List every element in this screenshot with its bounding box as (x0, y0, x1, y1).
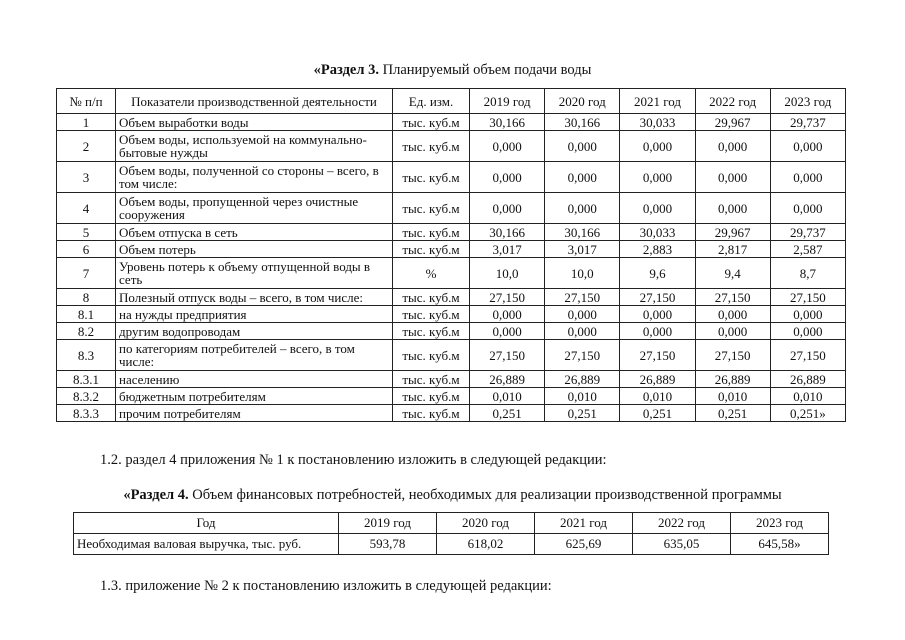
header-unit: Ед. изм. (393, 89, 470, 114)
table-row (57, 340, 846, 371)
row-value-2022: 26,889 (695, 371, 770, 388)
row-number: 8.3.1 (57, 371, 116, 388)
row-unit: тыс. куб.м (393, 306, 470, 323)
row-value-2022: 0,251 (695, 405, 770, 422)
row-value-2020: 0,010 (545, 388, 620, 405)
row-indicator: Объем отпуска в сеть (116, 224, 393, 241)
row-value-2019: 0,000 (470, 306, 545, 323)
table-row (57, 114, 846, 131)
row-value-2020: 30,166 (545, 224, 620, 241)
row-value-2022: 9,4 (695, 258, 770, 289)
row-number: 8.3.2 (57, 388, 116, 405)
row-value-2023: 27,150 (770, 289, 845, 306)
table-row (57, 193, 846, 224)
table-row (57, 405, 846, 422)
row-number: 4 (57, 193, 116, 224)
paragraph-1-3: 1.3. приложение № 2 к постановлению изложить в следующей редакции: (100, 578, 552, 594)
row-value-2023: 29,737 (770, 114, 845, 131)
row-value-2022: 27,150 (695, 289, 770, 306)
row-unit: % (393, 258, 470, 289)
row-value-2022: 29,967 (695, 114, 770, 131)
row-indicator: бюджетным потребителям (116, 388, 393, 405)
row-number: 5 (57, 224, 116, 241)
table-row (57, 371, 846, 388)
row-value-2022: 0,010 (695, 388, 770, 405)
row-number: 7 (57, 258, 116, 289)
cell-2021: 625,69 (535, 534, 633, 555)
row-number: 8.3.3 (57, 405, 116, 422)
row-value-2019: 27,150 (470, 289, 545, 306)
row-value-2020: 0,000 (545, 131, 620, 162)
table-row (57, 241, 846, 258)
row-value-2021: 0,000 (620, 131, 695, 162)
row-value-2019: 30,166 (470, 114, 545, 131)
row-value-2021: 0,010 (620, 388, 695, 405)
row-value-2021: 9,6 (620, 258, 695, 289)
table-row (57, 323, 846, 340)
row-number: 1 (57, 114, 116, 131)
row-value-2021: 0,000 (620, 193, 695, 224)
cell-2022: 635,05 (633, 534, 731, 555)
header-num: № п/п (57, 89, 116, 114)
row-value-2023: 0,251» (770, 405, 845, 422)
row-value-2021: 0,251 (620, 405, 695, 422)
row-indicator: Объем выработки воды (116, 114, 393, 131)
row-indicator: Объем воды, пропущенной через очистные сооружения (116, 193, 393, 224)
cell-2019: 593,78 (339, 534, 437, 555)
row-value-2023: 0,000 (770, 193, 845, 224)
row-value-2020: 10,0 (545, 258, 620, 289)
row-value-2023: 8,7 (770, 258, 845, 289)
row-number: 8.2 (57, 323, 116, 340)
row-value-2019: 0,000 (470, 131, 545, 162)
row-value-2021: 0,000 (620, 323, 695, 340)
row-value-2019: 26,889 (470, 371, 545, 388)
row-value-2019: 0,000 (470, 193, 545, 224)
paragraph-1-2: 1.2. раздел 4 приложения № 1 к постановлению изложить в следующей редакции: (100, 452, 607, 468)
header-2020: 2020 год (545, 89, 620, 114)
row-indicator: по категориям потребителей – всего, в том числе: (116, 340, 393, 371)
row-value-2020: 0,000 (545, 162, 620, 193)
row-value-2022: 0,000 (695, 162, 770, 193)
row-value-2023: 0,000 (770, 131, 845, 162)
row-indicator: другим водопроводам (116, 323, 393, 340)
row-value-2022: 0,000 (695, 193, 770, 224)
water-supply-table (56, 88, 846, 422)
row-value-2020: 27,150 (545, 340, 620, 371)
table-row (57, 258, 846, 289)
row-value-2021: 27,150 (620, 289, 695, 306)
row-value-2019: 0,251 (470, 405, 545, 422)
header-2019: 2019 год (470, 89, 545, 114)
table-row (57, 289, 846, 306)
row-indicator: Уровень потерь к объему отпущенной воды в сеть (116, 258, 393, 289)
row-value-2022: 0,000 (695, 131, 770, 162)
header-year: Год (74, 513, 339, 534)
row-value-2023: 0,010 (770, 388, 845, 405)
row-indicator: Объем воды, полученной со стороны – всего, в том числе: (116, 162, 393, 193)
row-value-2020: 26,889 (545, 371, 620, 388)
row-value-2019: 27,150 (470, 340, 545, 371)
header-2021: 2021 год (535, 513, 633, 534)
row-indicator: прочим потребителям (116, 405, 393, 422)
header-indicator: Показатели производственной деятельности (116, 89, 393, 114)
cell-2020: 618,02 (437, 534, 535, 555)
row-unit: тыс. куб.м (393, 193, 470, 224)
row-indicator: Объем воды, используемой на коммунально-бытовые нужды (116, 131, 393, 162)
row-value-2019: 3,017 (470, 241, 545, 258)
row-value-2020: 0,251 (545, 405, 620, 422)
section-3-title-rest: Планируемый объем подачи воды (378, 62, 592, 78)
table-header-row (57, 89, 846, 114)
row-number: 3 (57, 162, 116, 193)
row-value-2023: 0,000 (770, 323, 845, 340)
section-4-title-rest: Объем финансовых потребностей, необходимых для реализации производственной программы (188, 487, 782, 503)
row-value-2021: 0,000 (620, 162, 695, 193)
row-value-2023: 29,737 (770, 224, 845, 241)
row-number: 8.3 (57, 340, 116, 371)
row-value-2022: 27,150 (695, 340, 770, 371)
row-value-2019: 0,010 (470, 388, 545, 405)
row-unit: тыс. куб.м (393, 323, 470, 340)
row-value-2020: 0,000 (545, 323, 620, 340)
row-number: 6 (57, 241, 116, 258)
row-indicator: Объем потерь (116, 241, 393, 258)
row-value-2022: 0,000 (695, 323, 770, 340)
row-value-2023: 27,150 (770, 340, 845, 371)
row-value-2023: 2,587 (770, 241, 845, 258)
row-value-2020: 3,017 (545, 241, 620, 258)
row-value-2022: 2,817 (695, 241, 770, 258)
row-number: 2 (57, 131, 116, 162)
table-row (57, 162, 846, 193)
row-unit: тыс. куб.м (393, 388, 470, 405)
row-indicator: на нужды предприятия (116, 306, 393, 323)
table-row (57, 388, 846, 405)
row-value-2019: 10,0 (470, 258, 545, 289)
header-2022: 2022 год (695, 89, 770, 114)
row-value-2023: 0,000 (770, 306, 845, 323)
row-unit: тыс. куб.м (393, 289, 470, 306)
row-value-2023: 0,000 (770, 162, 845, 193)
row-value-2020: 0,000 (545, 193, 620, 224)
row-indicator: Полезный отпуск воды – всего, в том числе: (116, 289, 393, 306)
row-unit: тыс. куб.м (393, 114, 470, 131)
row-label: Необходимая валовая выручка, тыс. руб. (74, 534, 339, 555)
row-value-2019: 0,000 (470, 323, 545, 340)
section-3-title (0, 62, 905, 79)
row-indicator: населению (116, 371, 393, 388)
table-header-row (74, 513, 829, 534)
row-value-2022: 0,000 (695, 306, 770, 323)
row-value-2022: 29,967 (695, 224, 770, 241)
row-value-2020: 30,166 (545, 114, 620, 131)
row-value-2021: 0,000 (620, 306, 695, 323)
row-unit: тыс. куб.м (393, 371, 470, 388)
section-4-title (0, 487, 905, 504)
row-value-2021: 30,033 (620, 224, 695, 241)
header-2021: 2021 год (620, 89, 695, 114)
section-3-title-bold: «Раздел 3. (313, 62, 379, 78)
row-value-2021: 27,150 (620, 340, 695, 371)
row-value-2021: 26,889 (620, 371, 695, 388)
row-value-2020: 27,150 (545, 289, 620, 306)
header-2023: 2023 год (770, 89, 845, 114)
header-2022: 2022 год (633, 513, 731, 534)
row-unit: тыс. куб.м (393, 241, 470, 258)
row-value-2021: 2,883 (620, 241, 695, 258)
row-number: 8 (57, 289, 116, 306)
header-2023: 2023 год (731, 513, 829, 534)
table-row (74, 534, 829, 555)
header-2020: 2020 год (437, 513, 535, 534)
row-unit: тыс. куб.м (393, 340, 470, 371)
row-number: 8.1 (57, 306, 116, 323)
financial-needs-table (73, 512, 829, 555)
header-2019: 2019 год (339, 513, 437, 534)
row-value-2020: 0,000 (545, 306, 620, 323)
row-value-2023: 26,889 (770, 371, 845, 388)
row-value-2019: 0,000 (470, 162, 545, 193)
row-unit: тыс. куб.м (393, 131, 470, 162)
cell-2023: 645,58» (731, 534, 829, 555)
row-unit: тыс. куб.м (393, 405, 470, 422)
table-row (57, 131, 846, 162)
table-row (57, 306, 846, 323)
row-value-2019: 30,166 (470, 224, 545, 241)
section-4-title-bold: «Раздел 4. (123, 487, 189, 503)
row-unit: тыс. куб.м (393, 162, 470, 193)
row-unit: тыс. куб.м (393, 224, 470, 241)
table-row (57, 224, 846, 241)
row-value-2021: 30,033 (620, 114, 695, 131)
